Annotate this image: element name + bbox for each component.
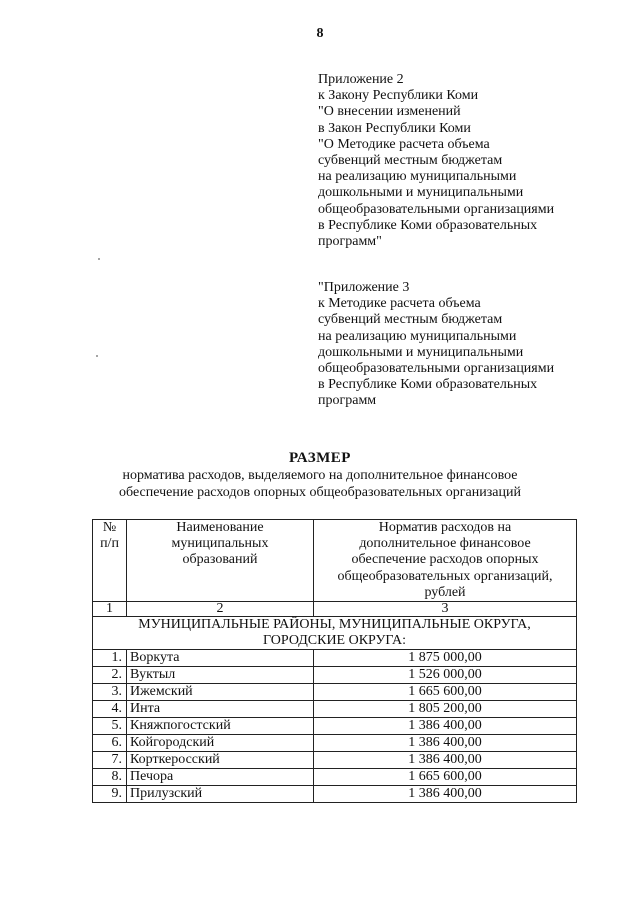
appendix-2-heading bbox=[318, 72, 618, 250]
header-value-line: общеобразовательных организаций, bbox=[337, 568, 553, 584]
document-subtitle bbox=[0, 467, 640, 501]
municipality-name: Инта bbox=[127, 701, 314, 718]
table-row bbox=[93, 650, 577, 667]
appendix-2-line: на реализацию муниципальными bbox=[318, 169, 517, 185]
row-number: 4. bbox=[93, 701, 127, 718]
header-name-line: образований bbox=[182, 552, 258, 568]
table-row bbox=[93, 667, 577, 684]
row-number: 8. bbox=[93, 769, 127, 786]
norm-value: 1 665 600,00 bbox=[314, 684, 577, 701]
header-value bbox=[314, 520, 577, 602]
section-heading bbox=[93, 617, 577, 650]
appendix-3-line: программ bbox=[318, 393, 377, 409]
appendix-2-line: в Республике Коми образовательных bbox=[318, 217, 538, 233]
municipality-name: Печора bbox=[127, 769, 314, 786]
row-number: 7. bbox=[93, 752, 127, 769]
header-value-line: Норматив расходов на bbox=[378, 520, 512, 535]
appendix-3-line: общеобразовательными организациями bbox=[318, 361, 555, 377]
table-row bbox=[93, 735, 577, 752]
scan-speck bbox=[96, 355, 98, 357]
appendix-2-line: "О внесении изменений bbox=[318, 104, 461, 120]
column-index: 3 bbox=[314, 602, 577, 617]
municipality-name: Княжпогостский bbox=[127, 718, 314, 735]
appendix-2-line: субвенций местным бюджетам bbox=[318, 153, 503, 169]
document-title: РАЗМЕР bbox=[289, 450, 351, 466]
header-value-line: дополнительное финансовое bbox=[359, 536, 531, 552]
appendix-3-line: к Методике расчета объема bbox=[318, 296, 481, 312]
section-heading-row bbox=[93, 617, 577, 650]
appendix-2-line: Приложение 2 bbox=[318, 72, 404, 87]
table-row bbox=[93, 752, 577, 769]
table-row bbox=[93, 684, 577, 701]
municipality-name: Койгородский bbox=[127, 735, 314, 752]
page-number: 8 bbox=[316, 26, 324, 41]
header-name bbox=[127, 520, 314, 602]
appendix-2-line: "О Методике расчета объема bbox=[318, 136, 490, 152]
appendix-2-line: общеобразовательными организациями bbox=[318, 201, 555, 217]
appendix-3-line: в Республике Коми образовательных bbox=[318, 377, 538, 393]
row-number: 5. bbox=[93, 718, 127, 735]
table-row bbox=[93, 786, 577, 803]
appendix-3-line: дошкольными и муниципальными bbox=[318, 344, 524, 360]
row-number: 3. bbox=[93, 684, 127, 701]
appendix-3-line: субвенций местным бюджетам bbox=[318, 312, 503, 328]
municipality-name: Воркута bbox=[127, 650, 314, 667]
municipality-name: Вуктыл bbox=[127, 667, 314, 684]
column-index: 1 bbox=[93, 602, 127, 617]
table-row bbox=[93, 718, 577, 735]
norm-value: 1 875 000,00 bbox=[314, 650, 577, 667]
norm-value: 1 386 400,00 bbox=[314, 735, 577, 752]
appendix-2-line: программ" bbox=[318, 234, 382, 250]
table-row bbox=[93, 701, 577, 718]
appendix-2-line: дошкольными и муниципальными bbox=[318, 185, 524, 201]
row-number: 6. bbox=[93, 735, 127, 752]
section-heading-line: МУНИЦИПАЛЬНЫЕ РАЙОНЫ, МУНИЦИПАЛЬНЫЕ ОКРУГА, bbox=[138, 617, 531, 633]
table-row bbox=[93, 769, 577, 786]
subtitle-line: норматива расходов, выделяемого на дополнительное финансовое bbox=[122, 468, 518, 483]
header-value-line: рублей bbox=[424, 584, 466, 600]
column-index-row bbox=[93, 602, 577, 617]
norm-value: 1 805 200,00 bbox=[314, 701, 577, 718]
appendix-3-heading bbox=[318, 280, 618, 410]
header-name-line: муниципальных bbox=[171, 536, 269, 552]
subtitle-line: обеспечение расходов опорных общеобразовательных организаций bbox=[119, 485, 521, 500]
row-number: 1. bbox=[93, 650, 127, 667]
row-number: 9. bbox=[93, 786, 127, 803]
header-num-line: п/п bbox=[100, 536, 119, 552]
header-num bbox=[93, 520, 127, 602]
column-index: 2 bbox=[127, 602, 314, 617]
header-value-line: обеспечение расходов опорных bbox=[351, 552, 539, 568]
header-num-line: № bbox=[102, 520, 117, 535]
table-header-row bbox=[93, 520, 577, 602]
section-heading-line: ГОРОДСКИЕ ОКРУГА: bbox=[263, 633, 406, 649]
scan-speck bbox=[98, 258, 100, 260]
municipality-name: Прилузский bbox=[127, 786, 314, 803]
norm-value: 1 526 000,00 bbox=[314, 667, 577, 684]
municipality-name: Корткеросский bbox=[127, 752, 314, 769]
norm-value: 1 665 600,00 bbox=[314, 769, 577, 786]
norm-value: 1 386 400,00 bbox=[314, 752, 577, 769]
norm-value: 1 386 400,00 bbox=[314, 786, 577, 803]
municipality-name: Ижемский bbox=[127, 684, 314, 701]
row-number: 2. bbox=[93, 667, 127, 684]
norm-value: 1 386 400,00 bbox=[314, 718, 577, 735]
appendix-2-line: к Закону Республики Коми bbox=[318, 88, 479, 104]
appendix-3-line: на реализацию муниципальными bbox=[318, 328, 517, 344]
norms-table bbox=[92, 519, 577, 803]
appendix-3-line: "Приложение 3 bbox=[318, 280, 410, 295]
appendix-2-line: в Закон Республики Коми bbox=[318, 120, 471, 136]
header-name-line: Наименование bbox=[176, 520, 264, 535]
